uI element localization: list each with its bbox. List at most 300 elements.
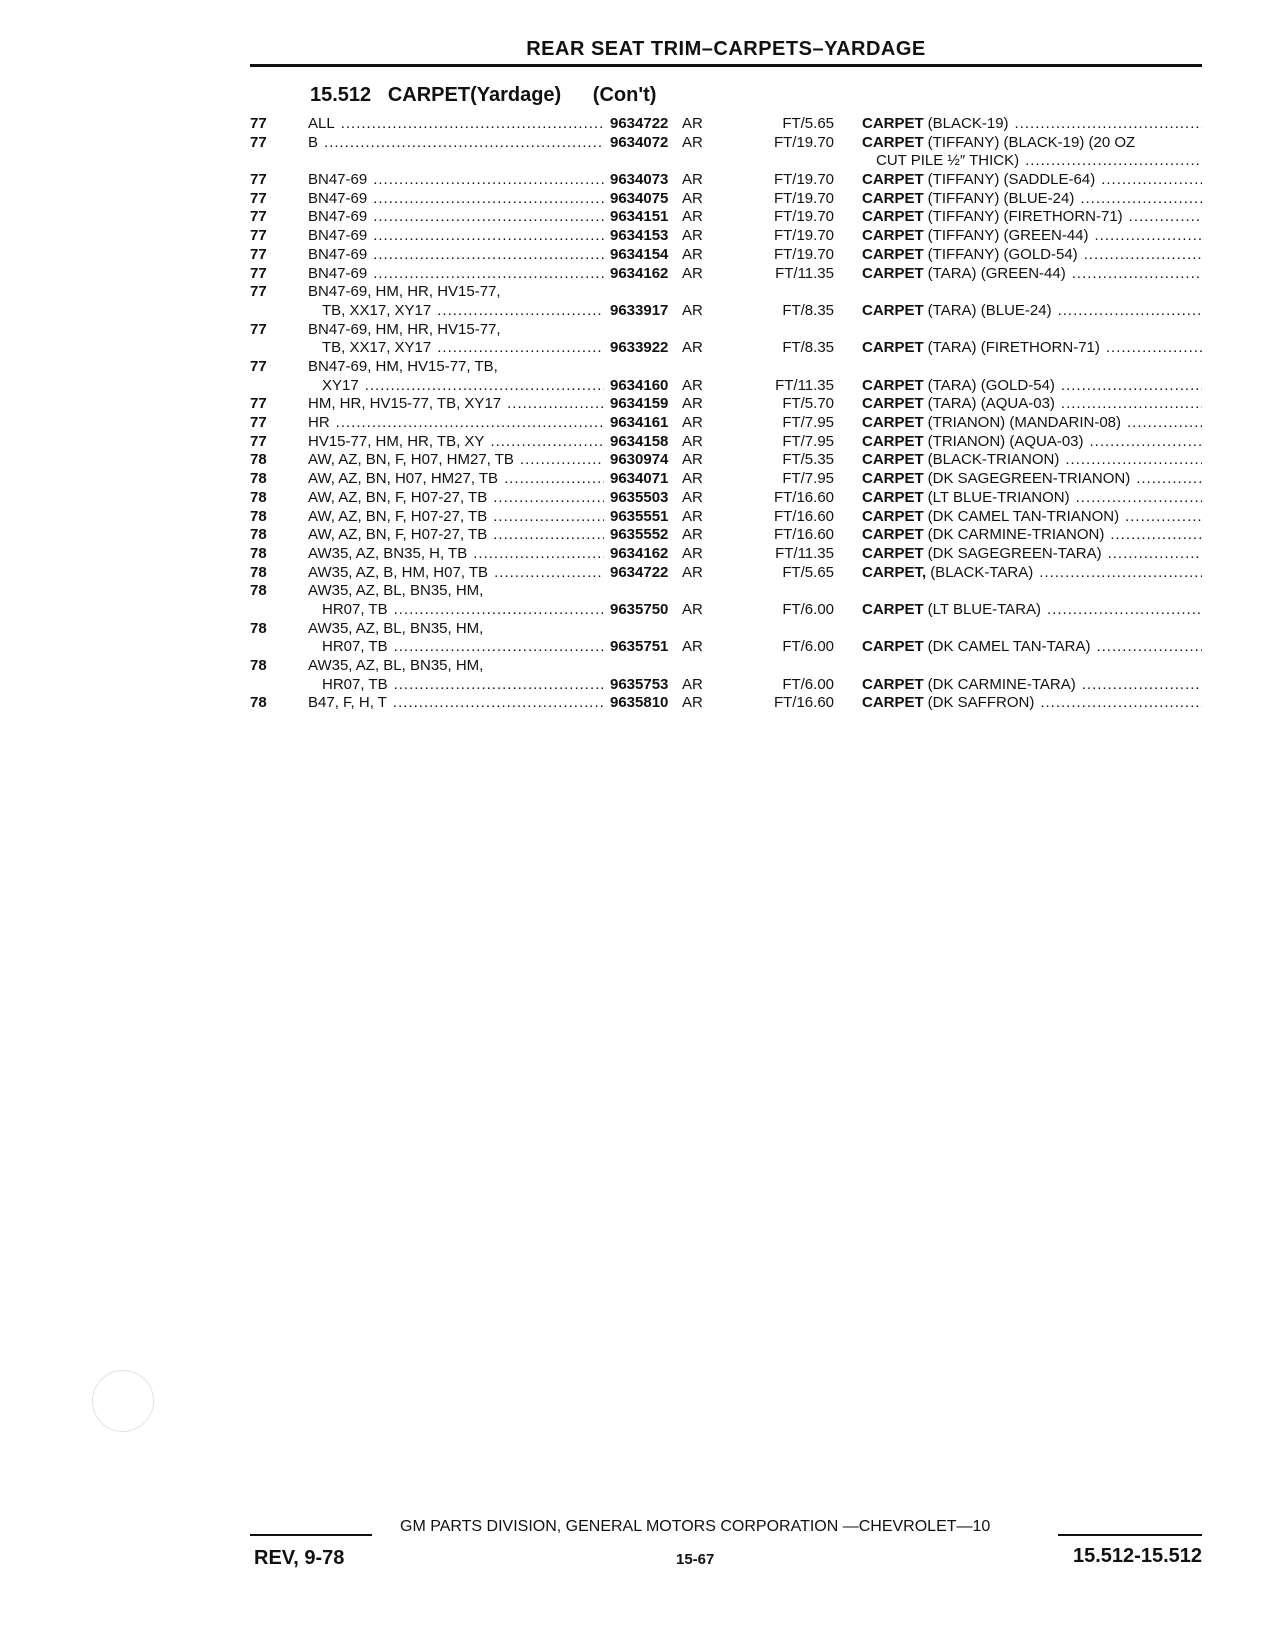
model-text: AW35, AZ, B, HM, H07, TB [308, 563, 489, 581]
description-text: (TARA) (BLUE-24) [927, 301, 1052, 319]
description-text: (BLACK-19) [927, 115, 1009, 132]
model-text: HV15-77, HM, HR, TB, XY [308, 432, 485, 450]
quantity: FT/7.95 [782, 470, 834, 488]
description-text: (TRIANON) (AQUA-03) [927, 432, 1084, 450]
model-year: 78 [250, 451, 267, 469]
dot-leader [1015, 115, 1202, 134]
item-label: CARPET [862, 451, 924, 469]
dot-leader [1076, 489, 1202, 508]
description-line [862, 115, 1202, 134]
part-number: 9634071 [610, 470, 669, 488]
quantity: FT/16.60 [773, 694, 834, 712]
model-year: 78 [250, 694, 267, 712]
model-line [308, 115, 604, 134]
description-line [862, 246, 1202, 265]
dot-leader [1058, 302, 1202, 321]
description-cell [862, 451, 1202, 470]
description-text: (DK CAMEL TAN-TRIANON) [927, 507, 1120, 525]
model-cell [308, 208, 604, 227]
part-number: 9634075 [610, 189, 669, 207]
description-text: (TARA) (FIRETHORN-71) [927, 339, 1100, 357]
part-number: 9635753 [610, 675, 669, 693]
model-line [308, 358, 604, 377]
model-year: 77 [250, 357, 267, 375]
quantity: FT/6.00 [782, 638, 834, 656]
dot-leader [494, 564, 604, 583]
model-cell [308, 265, 604, 284]
dot-leader [373, 265, 604, 284]
description-line [862, 676, 1202, 695]
quantity: FT/8.35 [782, 339, 834, 357]
description-cell [862, 246, 1202, 265]
description-cell [862, 395, 1202, 414]
unit-code: AR [682, 414, 703, 432]
model-text: AW35, AZ, BL, BN35, HM, [308, 657, 484, 675]
dot-leader [373, 208, 604, 227]
model-text: HM, HR, HV15-77, TB, XY17 [308, 395, 502, 413]
description-line [862, 545, 1202, 564]
unit-code: AR [682, 638, 703, 656]
description-line [862, 134, 1202, 153]
quantity: FT/19.70 [773, 133, 834, 151]
section-name: CARPET(Yardage) [387, 84, 562, 106]
page-number: 15-67 [676, 1551, 715, 1568]
model-year: 77 [250, 208, 267, 226]
part-number: 9634154 [610, 245, 669, 263]
dot-leader [1082, 676, 1202, 695]
model-line [308, 545, 604, 564]
part-number: 9630974 [610, 451, 669, 469]
dot-leader [493, 508, 604, 527]
quantity: FT/7.95 [782, 432, 834, 450]
description-line [862, 339, 1202, 358]
description-line [862, 470, 1202, 489]
description-text: (DK SAGEGREEN-TRIANON) [927, 470, 1131, 488]
model-year: 78 [250, 619, 267, 637]
description-cell [862, 377, 1202, 396]
dot-leader [1061, 377, 1202, 396]
description-text: CUT PILE ½″ THICK) [876, 152, 1020, 170]
unit-code: AR [682, 395, 703, 413]
description-cell [862, 601, 1202, 620]
dot-leader [336, 414, 604, 433]
model-line [308, 470, 604, 489]
model-text: HR [308, 414, 330, 432]
model-line [308, 564, 604, 583]
model-line [308, 190, 604, 209]
item-label: CARPET [862, 301, 924, 319]
description-cell [862, 694, 1202, 713]
model-line [308, 321, 604, 340]
table-row [250, 620, 1202, 657]
model-text: AW35, AZ, BL, BN35, HM, [308, 619, 484, 637]
model-text: BN47-69 [308, 189, 368, 207]
dot-leader [504, 470, 604, 489]
table-row [250, 321, 1202, 358]
dot-leader [1127, 414, 1202, 433]
table-row [250, 694, 1202, 713]
model-text: XY17 [322, 376, 359, 394]
table-row [250, 246, 1202, 265]
model-cell [308, 227, 604, 246]
table-row [250, 414, 1202, 433]
model-cell [308, 321, 604, 358]
part-number: 9635503 [610, 488, 669, 506]
model-year: 78 [250, 507, 267, 525]
item-label: CARPET [862, 339, 924, 357]
model-year: 77 [250, 245, 267, 263]
description-text: (BLACK-TRIANON) [927, 451, 1060, 469]
description-text: (TIFFANY) (GOLD-54) [927, 245, 1078, 263]
model-year: 77 [250, 189, 267, 207]
unit-code: AR [682, 507, 703, 525]
part-number: 9634722 [610, 563, 669, 581]
part-number: 9634151 [610, 208, 669, 226]
dot-leader [393, 694, 604, 713]
item-label: CARPET [862, 376, 924, 394]
model-line [308, 377, 604, 396]
item-label: CARPET [862, 208, 924, 226]
description-text: (LT BLUE-TARA) [927, 600, 1042, 618]
page-title: REAR SEAT TRIM–CARPETS–YARDAGE [526, 38, 926, 60]
quantity: FT/19.70 [773, 245, 834, 263]
dot-leader [1065, 451, 1202, 470]
description-text: (DK SAGEGREEN-TARA) [927, 544, 1102, 562]
description-line [862, 564, 1202, 583]
model-line [308, 508, 604, 527]
model-year: 77 [250, 395, 267, 413]
unit-code: AR [682, 227, 703, 245]
description-line [862, 489, 1202, 508]
revision-date: REV, 9-78 [254, 1547, 345, 1569]
model-text: AW35, AZ, BL, BN35, HM, [308, 582, 484, 600]
model-year: 77 [250, 227, 267, 245]
part-number: 9634153 [610, 227, 669, 245]
model-line [308, 414, 604, 433]
model-year: 77 [250, 283, 267, 301]
description-line [862, 208, 1202, 227]
item-label: CARPET [862, 694, 924, 712]
part-number: 9633917 [610, 301, 669, 319]
dot-leader [1129, 208, 1202, 227]
description-text: (DK SAFFRON) [927, 694, 1035, 712]
dot-leader [1110, 526, 1202, 545]
quantity: FT/11.35 [775, 376, 834, 394]
model-line [308, 676, 604, 695]
table-row [250, 433, 1202, 452]
dot-leader [1072, 265, 1202, 284]
section-range: 15.512-15.512 [1072, 1545, 1202, 1567]
part-number: 9634161 [610, 414, 669, 432]
quantity: FT/16.60 [773, 507, 834, 525]
table-row [250, 134, 1202, 171]
table-row [250, 265, 1202, 284]
part-number: 9634072 [610, 133, 669, 151]
unit-code: AR [682, 208, 703, 226]
unit-code: AR [682, 563, 703, 581]
item-label: CARPET [862, 600, 924, 618]
dot-leader [1061, 395, 1202, 414]
quantity: FT/19.70 [773, 171, 834, 189]
model-year: 77 [250, 133, 267, 151]
model-year: 78 [250, 563, 267, 581]
unit-code: AR [682, 376, 703, 394]
description-line [862, 638, 1202, 657]
model-text: HR07, TB [322, 600, 388, 618]
table-row [250, 227, 1202, 246]
model-cell [308, 115, 604, 134]
model-cell [308, 246, 604, 265]
model-line [308, 451, 604, 470]
model-cell [308, 620, 604, 657]
table-row [250, 190, 1202, 209]
table-row [250, 489, 1202, 508]
table-row [250, 115, 1202, 134]
quantity: FT/7.95 [782, 414, 834, 432]
dot-leader [1090, 433, 1202, 452]
quantity: FT/8.35 [782, 301, 834, 319]
unit-code: AR [682, 694, 703, 712]
description-cell [862, 265, 1202, 284]
description-text: (TARA) (AQUA-03) [927, 395, 1055, 413]
model-text: AW, AZ, BN, F, H07-27, TB [308, 488, 488, 506]
description-text: (DK CAMEL TAN-TARA) [927, 638, 1091, 656]
binder-hole-mark [92, 1370, 154, 1432]
model-line [308, 433, 604, 452]
unit-code: AR [682, 675, 703, 693]
table-row [250, 526, 1202, 545]
description-cell [862, 302, 1202, 321]
quantity: FT/19.70 [773, 208, 834, 226]
description-cell [862, 433, 1202, 452]
description-cell [862, 115, 1202, 134]
model-cell [308, 694, 604, 713]
description-text: (TIFFANY) (SADDLE-64) [927, 171, 1096, 189]
description-line [862, 377, 1202, 396]
model-text: HR07, TB [322, 675, 388, 693]
model-line [308, 620, 604, 639]
dot-leader [493, 526, 604, 545]
part-number: 9634722 [610, 115, 669, 132]
model-year: 77 [250, 171, 267, 189]
dot-leader [437, 302, 604, 321]
dot-leader [1101, 171, 1202, 190]
model-line [308, 302, 604, 321]
model-cell [308, 414, 604, 433]
model-line [308, 582, 604, 601]
model-line [308, 657, 604, 676]
model-line [308, 134, 604, 153]
dot-leader [1136, 470, 1202, 489]
table-row [250, 582, 1202, 619]
footer-publisher: GM PARTS DIVISION, GENERAL MOTORS CORPORATION —CHEVROLET—10 [400, 1518, 991, 1535]
unit-code: AR [682, 451, 703, 469]
item-label: CARPET [862, 675, 924, 693]
unit-code: AR [682, 115, 703, 132]
item-label: CARPET, [862, 563, 927, 581]
dot-leader [373, 246, 604, 265]
model-text: AW, AZ, BN, F, H07-27, TB [308, 507, 488, 525]
model-text: AW, AZ, BN, F, H07, HM27, TB [308, 451, 514, 469]
dot-leader [437, 339, 604, 358]
item-label: CARPET [862, 171, 924, 189]
dot-leader [1039, 564, 1202, 583]
unit-code: AR [682, 189, 703, 207]
quantity: FT/19.70 [773, 227, 834, 245]
table-row [250, 508, 1202, 527]
dot-leader [394, 676, 604, 695]
unit-code: AR [682, 264, 703, 282]
unit-code: AR [682, 245, 703, 263]
item-label: CARPET [862, 227, 924, 245]
description-text: (TIFFANY) (BLACK-19) (20 OZ [927, 133, 1136, 151]
dot-leader [507, 395, 604, 414]
item-label: CARPET [862, 470, 924, 488]
table-row [250, 283, 1202, 320]
dot-leader [373, 171, 604, 190]
item-label: CARPET [862, 488, 924, 506]
model-year: 78 [250, 582, 267, 600]
description-cell [862, 564, 1202, 583]
part-number: 9635751 [610, 638, 669, 656]
model-line [308, 638, 604, 657]
part-number: 9635551 [610, 507, 669, 525]
model-text: TB, XX17, XY17 [322, 301, 432, 319]
model-cell [308, 433, 604, 452]
model-cell [308, 508, 604, 527]
model-cell [308, 564, 604, 583]
model-line [308, 339, 604, 358]
section-number: 15.512 [310, 84, 372, 106]
item-label: CARPET [862, 189, 924, 207]
table-row [250, 208, 1202, 227]
part-number: 9634160 [610, 376, 669, 394]
dot-leader [1040, 694, 1202, 713]
model-text: HR07, TB [322, 638, 388, 656]
dot-leader [1047, 601, 1202, 620]
description-cell [862, 676, 1202, 695]
item-label: CARPET [862, 432, 924, 450]
part-number: 9634162 [610, 264, 669, 282]
model-year: 77 [250, 432, 267, 450]
table-row [250, 564, 1202, 583]
item-label: CARPET [862, 638, 924, 656]
description-line [862, 265, 1202, 284]
model-cell [308, 489, 604, 508]
model-line [308, 283, 604, 302]
table-row [250, 358, 1202, 395]
description-text: (TRIANON) (MANDARIN-08) [927, 414, 1122, 432]
description-cell [862, 414, 1202, 433]
dot-leader [490, 433, 604, 452]
table-row [250, 470, 1202, 489]
description-cell [862, 545, 1202, 564]
model-cell [308, 582, 604, 619]
description-cell [862, 638, 1202, 657]
model-year: 77 [250, 414, 267, 432]
dot-leader [1025, 152, 1202, 171]
model-line [308, 208, 604, 227]
dot-leader [394, 601, 604, 620]
description-line [862, 526, 1202, 545]
table-row [250, 657, 1202, 694]
description-cell [862, 470, 1202, 489]
description-text: (TIFFANY) (GREEN-44) [927, 227, 1089, 245]
dot-leader [1106, 339, 1202, 358]
model-text: ALL [308, 115, 335, 132]
description-cell [862, 208, 1202, 227]
model-cell [308, 451, 604, 470]
description-text: (BLACK-TARA) [930, 563, 1034, 581]
description-line [862, 395, 1202, 414]
table-row [250, 171, 1202, 190]
dot-leader [365, 377, 604, 396]
description-line [862, 601, 1202, 620]
unit-code: AR [682, 133, 703, 151]
dot-leader [473, 545, 604, 564]
model-line [308, 601, 604, 620]
quantity: FT/5.35 [782, 451, 834, 469]
part-number: 9633922 [610, 339, 669, 357]
description-line [862, 152, 1202, 171]
description-line [862, 451, 1202, 470]
section-continued: (Con't) [592, 84, 657, 106]
model-line [308, 526, 604, 545]
model-text: AW, AZ, BN, H07, HM27, TB [308, 470, 499, 488]
description-cell [862, 508, 1202, 527]
footer-rule-left [250, 1534, 372, 1536]
item-label: CARPET [862, 264, 924, 282]
quantity: FT/6.00 [782, 675, 834, 693]
model-year: 77 [250, 115, 267, 132]
model-text: BN47-69, HM, HR, HV15-77, [308, 283, 501, 301]
description-line [862, 302, 1202, 321]
description-line [862, 508, 1202, 527]
dot-leader [373, 190, 604, 209]
item-label: CARPET [862, 115, 924, 132]
section-heading [310, 84, 656, 107]
part-number: 9634158 [610, 432, 669, 450]
model-cell [308, 134, 604, 153]
dot-leader [324, 134, 604, 153]
description-text: (TARA) (GOLD-54) [927, 376, 1055, 394]
parts-table [250, 115, 1202, 713]
part-number: 9634159 [610, 395, 669, 413]
item-label: CARPET [862, 395, 924, 413]
item-label: CARPET [862, 526, 924, 544]
description-cell [862, 171, 1202, 190]
unit-code: AR [682, 339, 703, 357]
unit-code: AR [682, 432, 703, 450]
quantity: FT/11.35 [775, 264, 834, 282]
model-cell [308, 283, 604, 320]
model-line [308, 265, 604, 284]
description-cell [862, 134, 1202, 171]
description-text: (LT BLUE-TRIANON) [927, 488, 1070, 506]
unit-code: AR [682, 526, 703, 544]
quantity: FT/11.35 [775, 544, 834, 562]
description-cell [862, 489, 1202, 508]
model-cell [308, 395, 604, 414]
model-year: 77 [250, 320, 267, 338]
dot-leader [373, 227, 604, 246]
model-text: TB, XX17, XY17 [322, 339, 432, 357]
table-row [250, 395, 1202, 414]
unit-code: AR [682, 544, 703, 562]
model-cell [308, 190, 604, 209]
model-year: 78 [250, 657, 267, 675]
model-text: AW, AZ, BN, F, H07-27, TB [308, 526, 488, 544]
